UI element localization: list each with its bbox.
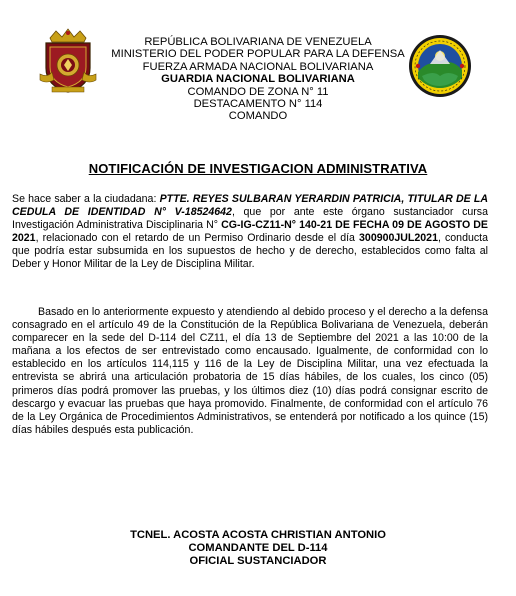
p1-text-b: , relacionado con el retardo de un Permiso Ordinario desde el día (35, 232, 360, 245)
header-command: COMANDO (228, 110, 288, 123)
header-ministry: MINISTERIO DEL PODER POPULAR PARA LA DEFENSA (111, 48, 405, 61)
p1-text-a: , que por ante este órgano sustanciador cursa Investigación Administrativa Disciplinaria N° (12, 206, 488, 232)
header-zone-command: COMANDO DE ZONA N° 11 (187, 85, 329, 98)
signature-position: COMANDANTE DEL D-114 (188, 542, 328, 555)
notification-paragraph-1 (12, 193, 488, 272)
p1-case-number: CG-IG-CZ11-N° 140-21 DE FECHA 09 DE AGOSTO DE 2021 (12, 219, 488, 245)
p1-date-code: 300900JUL2021 (359, 232, 438, 245)
p1-text-c: , conducta que podría estar subsumida en los supuestos de hecho y de derecho, establecidos como falta al Deber y Honor Militar de la Ley de Disciplina Militar. (12, 232, 488, 271)
signature-block (0, 529, 516, 569)
signature-name: TCNEL. ACOSTA ACOSTA CHRISTIAN ANTONIO (130, 529, 386, 541)
header-guard: GUARDIA NACIONAL BOLIVARIANA (161, 73, 355, 86)
document-header (0, 36, 516, 123)
header-republic: REPÚBLICA BOLIVARIANA DE VENEZUELA (144, 36, 372, 48)
header-detachment: DESTACAMENTO N° 114 (193, 98, 323, 111)
header-armed-force: FUERZA ARMADA NACIONAL BOLIVARIANA (142, 60, 374, 73)
document-title: NOTIFICACIÓN DE INVESTIGACION ADMINISTRATIVA (88, 161, 428, 176)
p1-recipient: PTTE. REYES SULBARAN YERARDIN PATRICIA, TITULAR DE LA CEDULA DE IDENTIDAD N° V-18524642 (12, 193, 488, 219)
notification-paragraph-2: Basado en lo anteriormente expuesto y atendiendo al debido proceso y el derecho a la defensa consagrado en el artículo 49 de la Constitución de la República Bolivariana de Venezuela, deberán comparecer en la sede del D-114 del CZ11, el día 13 de Septiembre del 2021 a las 10:00 de la mañana a los efectos de ser entrevistado como encausado. Igualmente, de conformidad con lo establecido en los artículos 114,115 y 116 de la Ley de Disciplina Militar, una vez efectuada la entrevista se abrirá una articulación probatoria de 15 días hábiles, de los cuales, los cinco (05) primeros días podrá promover las pruebas, y los últimos diez (10) días podrá consignar escrito de descargo y evacuar las pruebas que haya promovido. Finalmente, de conformidad con el artículo 76 de la Ley Orgánica de Procedimientos Administrativos, se entenderá por notificado a los quince (15) días hábiles después esta publicación. (12, 306, 488, 436)
p1-intro: Se hace saber a la ciudadana: (12, 193, 160, 205)
signature-role: OFICIAL SUSTANCIADOR (189, 555, 327, 568)
